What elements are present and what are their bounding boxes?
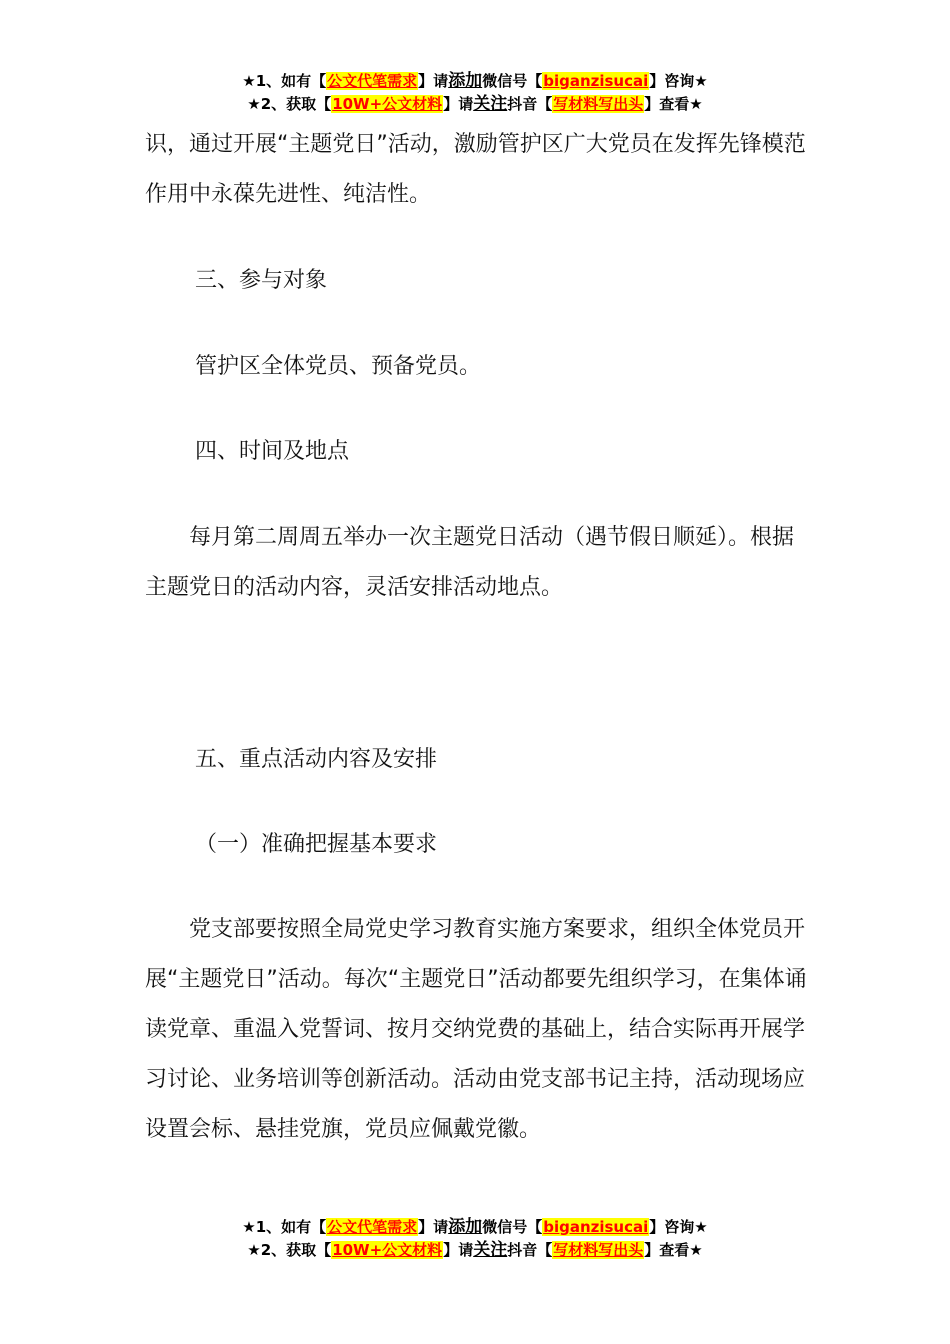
banner-line-1	[0, 70, 950, 93]
banner-line-2	[0, 93, 950, 116]
highlight-materials: 10W+公文材料	[332, 95, 443, 113]
highlight-service: 公文代笔需求	[327, 1218, 418, 1236]
banner-text: ★1、如有【	[242, 1218, 327, 1236]
banner-text: 抖音【	[507, 1241, 553, 1259]
banner-text: ★2、获取【	[247, 95, 332, 113]
banner-line-2	[0, 1239, 950, 1262]
highlight-service: 公文代笔需求	[327, 72, 418, 90]
banner-text: ★2、获取【	[247, 1241, 332, 1259]
highlight-materials: 10W+公文材料	[332, 1241, 443, 1259]
subsection-text-requirements: 党支部要按照全局党史学习教育实施方案要求，组织全体党员开展“主题党日”活动。每次“主题党日”活动都要先组织学习，在集体诵读党章、重温入党誓词、按月交纳党费的基础上，结合实际再开展学习讨论、业务培训等创新活动。活动由党支部书记主持，活动现场应设置会标、悬挂党旗，党员应佩戴党徽。	[145, 917, 807, 1142]
banner-text: 】查看★	[644, 1241, 703, 1259]
section-heading-participants: 三、参与对象	[195, 268, 328, 293]
section-text-participants: 管护区全体党员、预备党员。	[195, 354, 482, 379]
footer-banner	[0, 1216, 950, 1262]
subsection-heading-requirements: （一）准确把握基本要求	[195, 832, 438, 857]
banner-emphasis: 添加	[448, 71, 483, 91]
intro-paragraph: 识，通过开展“主题党日”活动，激励管护区广大党员在发挥先锋模范作用中永葆先进性、纯洁性。	[145, 132, 806, 207]
header-banner	[0, 70, 950, 116]
banner-emphasis: 关注	[473, 94, 508, 114]
highlight-douyin-account: 写材料写出头	[553, 1241, 644, 1259]
banner-text: 】请	[443, 1241, 474, 1259]
banner-text: 微信号【	[482, 72, 543, 90]
banner-emphasis: 关注	[473, 1240, 508, 1260]
section-text-time-place: 每月第二周周五举办一次主题党日活动（遇节假日顺延）。根据主题党日的活动内容，灵活安排活动地点。	[145, 525, 795, 600]
banner-line-1	[0, 1216, 950, 1239]
section-heading-activities: 五、重点活动内容及安排	[195, 747, 438, 772]
banner-text: 】咨询★	[649, 72, 708, 90]
highlight-wechat-id: biganzisucai	[543, 1218, 649, 1236]
banner-text: 】请	[418, 1218, 449, 1236]
banner-text: 微信号【	[482, 1218, 543, 1236]
banner-text: 】查看★	[644, 95, 703, 113]
banner-text: 】请	[443, 95, 474, 113]
banner-emphasis: 添加	[448, 1217, 483, 1237]
highlight-wechat-id: biganzisucai	[543, 72, 649, 90]
banner-text: 】咨询★	[649, 1218, 708, 1236]
section-heading-time-place: 四、时间及地点	[195, 439, 350, 464]
highlight-douyin-account: 写材料写出头	[553, 95, 644, 113]
banner-text: ★1、如有【	[242, 72, 327, 90]
banner-text: 抖音【	[507, 95, 553, 113]
banner-text: 】请	[418, 72, 449, 90]
